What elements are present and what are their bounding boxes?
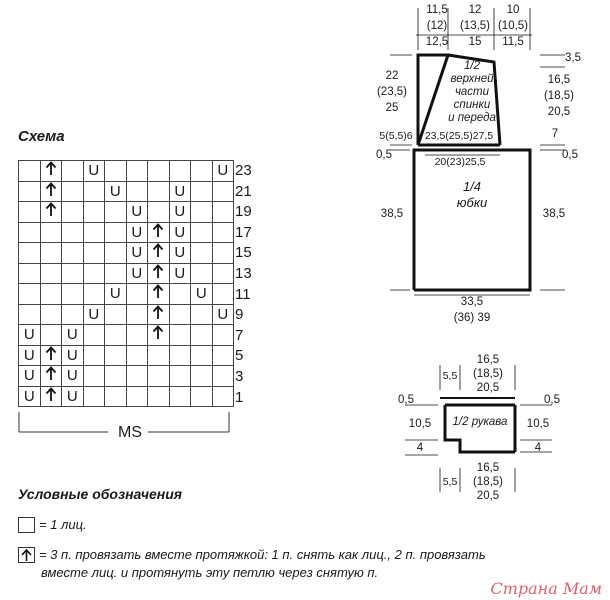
yarn-over-symbol: U	[212, 304, 234, 325]
yarn-over-symbol: U	[83, 161, 105, 182]
skirt-bottom-b: (36) 39	[453, 312, 491, 324]
sleeve-bottom-b: (18,5)	[472, 476, 504, 488]
row-number: 3	[235, 368, 244, 385]
row-number: 9	[235, 306, 244, 324]
row-number: 15	[235, 244, 252, 262]
sleeve-label: 1/2 рукава	[452, 416, 508, 428]
upper-right-height-b: (18,5)	[543, 90, 575, 102]
yarn-over-symbol: U	[105, 181, 127, 202]
skirt-left-height: 38,5	[380, 208, 404, 220]
row-number: 17	[235, 223, 252, 241]
top-width-2b: (13,5)	[459, 20, 491, 32]
yarn-over-symbol: U	[169, 243, 191, 264]
sleeve-left-height: 10,5	[408, 418, 432, 430]
upper-right-top: 3,5	[565, 52, 581, 64]
sleeve-right-bottom: 4	[534, 442, 542, 454]
yarn-over-symbol: U	[126, 263, 148, 284]
upper-right-height-a: 16,5	[547, 74, 571, 86]
chart-title: Схема	[18, 128, 65, 145]
upper-right-height-c: 20,5	[547, 106, 571, 118]
upper-label-4: спинки	[453, 99, 491, 111]
upper-left-height-c: 25	[385, 102, 399, 114]
sleeve-top-left: 5,5	[442, 370, 458, 382]
legend-decrease-text-1: = 3 п. провязать вместе протяжкой: 1 п. снять как лиц., 2 п. провязать	[39, 547, 486, 563]
yarn-over-symbol: U	[62, 386, 84, 407]
yarn-over-symbol: U	[62, 366, 84, 387]
upper-left-height-a: 22	[385, 70, 399, 82]
row-number: 19	[235, 203, 252, 221]
upper-label-2: верхней	[450, 73, 494, 85]
sleeve-right-height: 10,5	[526, 418, 550, 430]
row-number: 7	[235, 326, 244, 344]
skirt-bottom-a: 33,5	[460, 296, 484, 308]
yarn-over-symbol: U	[62, 325, 84, 346]
upper-left-small: 5(5,5)6	[379, 130, 413, 142]
yarn-over-symbol: U	[212, 161, 234, 182]
sleeve-left-bottom: 4	[416, 442, 424, 454]
yarn-over-symbol: U	[19, 366, 41, 387]
row-number: 23	[235, 162, 252, 179]
watermark-logo: Страна Мам	[490, 579, 602, 598]
yarn-over-symbol: U	[83, 304, 105, 325]
yarn-over-symbol: U	[126, 202, 148, 223]
top-width-2a: 12	[468, 4, 482, 16]
ms-label: MS	[118, 424, 142, 441]
sleeve-bottom-c: 20,5	[476, 490, 500, 502]
yarn-over-symbol: U	[126, 243, 148, 264]
top-width-2c: 15	[468, 36, 482, 48]
upper-label-3: части	[454, 86, 490, 98]
sleeve-bottom-left: 5,5	[442, 476, 458, 488]
legend-title: Условные обозначения	[18, 486, 183, 502]
yarn-over-symbol: U	[105, 284, 127, 305]
top-width-1a: 11,5	[426, 4, 448, 16]
row-number: 1	[235, 388, 244, 406]
yarn-over-symbol: U	[169, 263, 191, 284]
skirt-top-width: 20(23)25,5	[434, 156, 486, 168]
upper-right-mid: 7	[551, 128, 559, 140]
upper-label-1: 1/2	[464, 60, 480, 72]
top-width-3b: (10,5)	[497, 20, 529, 32]
yarn-over-symbol: U	[191, 284, 213, 305]
yarn-over-symbol: U	[169, 222, 191, 243]
upper-bottom-width: 23,5(25,5)27,5	[424, 130, 494, 142]
yarn-over-symbol: U	[126, 222, 148, 243]
sleeve-bottom-a: 16,5	[476, 462, 500, 474]
yarn-over-symbol: U	[19, 325, 41, 346]
row-number: 11	[235, 285, 251, 303]
skirt-left-small: 0,5	[376, 149, 392, 161]
sleeve-left-small: 0,5	[398, 394, 414, 406]
top-width-3c: 11,5	[502, 36, 524, 48]
upper-left-height-b: (23,5)	[376, 86, 408, 98]
yarn-over-symbol: U	[62, 345, 84, 366]
top-width-1b: (12)	[426, 20, 448, 32]
skirt-label-2: юбки	[456, 195, 488, 210]
sleeve-right-small: 0,5	[544, 394, 560, 406]
row-number: 13	[235, 265, 252, 282]
legend-decrease-text-2: вместе лиц. и протянуть эту петлю через снятую п.	[41, 564, 379, 580]
top-width-1c: 12,5	[425, 36, 449, 48]
sleeve-top-b: (18,5)	[472, 368, 504, 380]
legend-knit-text: = 1 лиц.	[39, 517, 87, 533]
row-number: 5	[235, 347, 244, 365]
skirt-right-small: 0,5	[562, 149, 578, 161]
sleeve-top-a: 16,5	[476, 354, 500, 366]
sleeve-top-c: 20,5	[476, 382, 500, 394]
yarn-over-symbol: U	[19, 345, 41, 366]
skirt-right-height: 38,5	[542, 208, 566, 220]
skirt-label-1: 1/4	[462, 179, 482, 194]
yarn-over-symbol: U	[169, 202, 191, 223]
row-number: 21	[235, 182, 252, 200]
yarn-over-symbol: U	[169, 181, 191, 202]
top-width-3a: 10	[506, 4, 520, 16]
upper-label-5: и переда	[448, 112, 496, 124]
yarn-over-symbol: U	[19, 386, 41, 407]
